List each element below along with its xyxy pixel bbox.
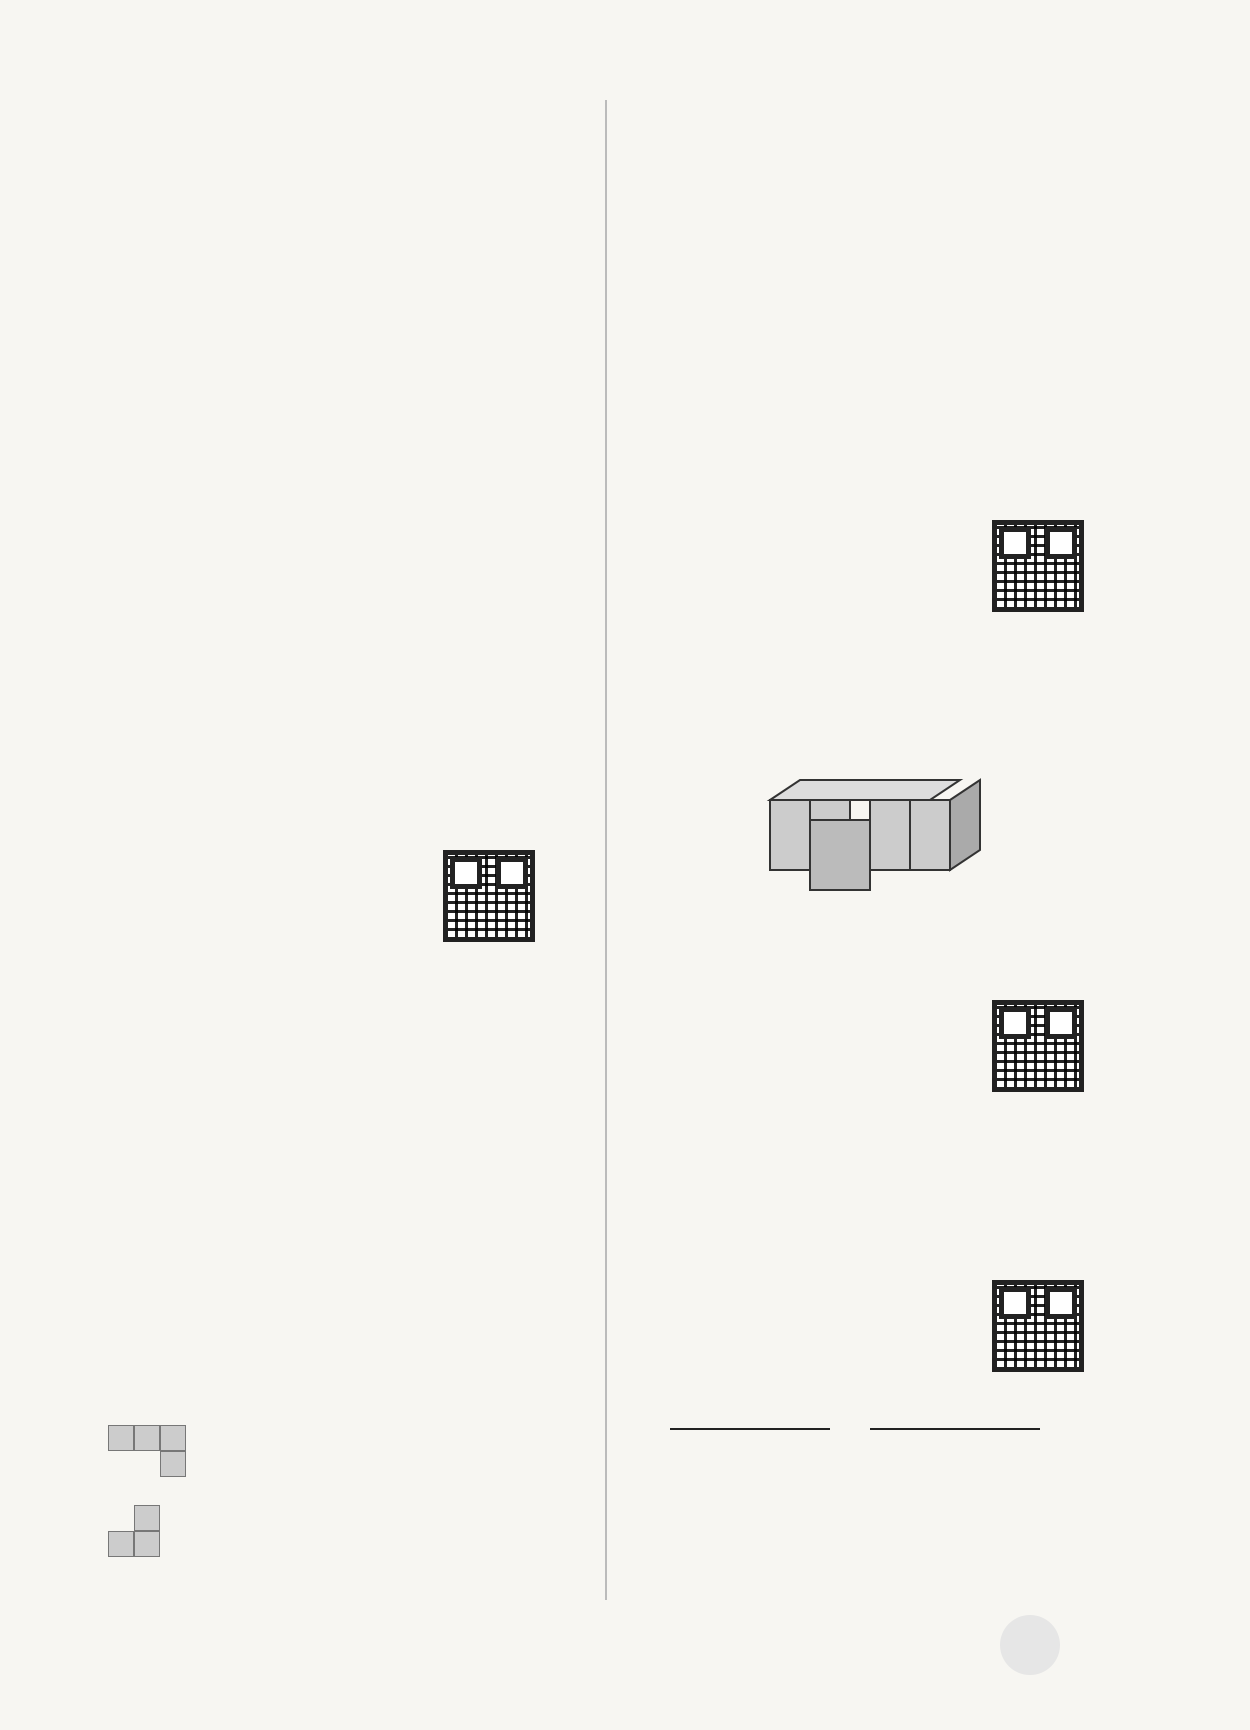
answer-6-analysis-2 — [68, 1490, 608, 1570]
train-2 — [600, 1074, 1190, 1134]
cube-front-face-forward — [810, 820, 870, 890]
cube-front-face — [770, 800, 810, 870]
right-line-2 — [630, 140, 1190, 200]
figure-cell — [134, 1505, 160, 1531]
right-column — [630, 80, 1190, 1534]
right-line-4 — [630, 260, 1190, 320]
vertical-calculation — [600, 1384, 1190, 1534]
train-3 — [600, 1134, 1190, 1194]
section-train-title — [630, 954, 1190, 1014]
answer-6-1 — [68, 1290, 608, 1350]
cube-side-face — [950, 780, 980, 870]
cube-front-face — [910, 800, 950, 870]
right-line-6 — [600, 380, 1190, 440]
left-column — [68, 80, 608, 1570]
four-1-answer-2 — [68, 380, 608, 440]
answer-4 — [68, 1170, 608, 1230]
answer-1-2 — [68, 930, 608, 990]
chapter-7-title — [600, 1264, 1190, 1324]
answer-2-1 — [68, 990, 608, 1050]
q3-3 — [68, 200, 608, 260]
figure-cell — [134, 1425, 160, 1451]
figure-cell — [108, 1425, 134, 1451]
summary-analysis-2 — [630, 630, 1190, 690]
summary-analysis-1 — [630, 570, 1190, 630]
four-2-2 — [68, 500, 608, 560]
cube-top-face — [770, 780, 960, 800]
train-1 — [600, 1014, 1190, 1074]
four-2-1 — [68, 440, 608, 500]
figure-cell — [160, 1425, 186, 1451]
train-4 — [600, 1194, 1190, 1254]
summary-answer — [630, 510, 1190, 570]
four-2-answer-1 — [68, 620, 608, 680]
four-2-3 — [68, 560, 608, 620]
four-1 — [68, 260, 608, 320]
calc2-addend-b — [870, 1428, 1040, 1430]
qr-code-lesson[interactable] — [992, 1280, 1084, 1372]
answer-3 — [68, 1110, 608, 1170]
cube-row — [770, 780, 980, 890]
lesson-1-title — [600, 1324, 1190, 1384]
q3-1 — [68, 80, 608, 140]
answer-6-2 — [68, 1350, 608, 1410]
cube-arrangement-figure — [710, 750, 1070, 930]
four-1-answer-1 — [68, 320, 608, 380]
answer-2-2 — [68, 1050, 608, 1110]
answer-5 — [68, 1230, 608, 1290]
right-line-3 — [630, 200, 1190, 260]
chapter-6-title — [68, 750, 608, 810]
q3-2 — [68, 140, 608, 200]
top-view-figure — [108, 1425, 188, 1479]
page-number — [1000, 1615, 1060, 1675]
answer-6-analysis-1 — [68, 1410, 608, 1490]
right-line-1 — [630, 80, 1190, 140]
calc1-addend-b — [670, 1428, 830, 1430]
answer-1-1 — [68, 870, 608, 930]
four-2-answer-2 — [68, 680, 608, 740]
figure-cell — [160, 1451, 186, 1477]
figure-cell — [134, 1531, 160, 1557]
right-line-5 — [630, 320, 1190, 380]
right-view-figure — [108, 1505, 162, 1559]
cube-front-face — [870, 800, 910, 870]
section-summary-title — [630, 450, 1190, 510]
summary-analysis-3 — [630, 690, 1190, 750]
figure-cell — [108, 1531, 134, 1557]
